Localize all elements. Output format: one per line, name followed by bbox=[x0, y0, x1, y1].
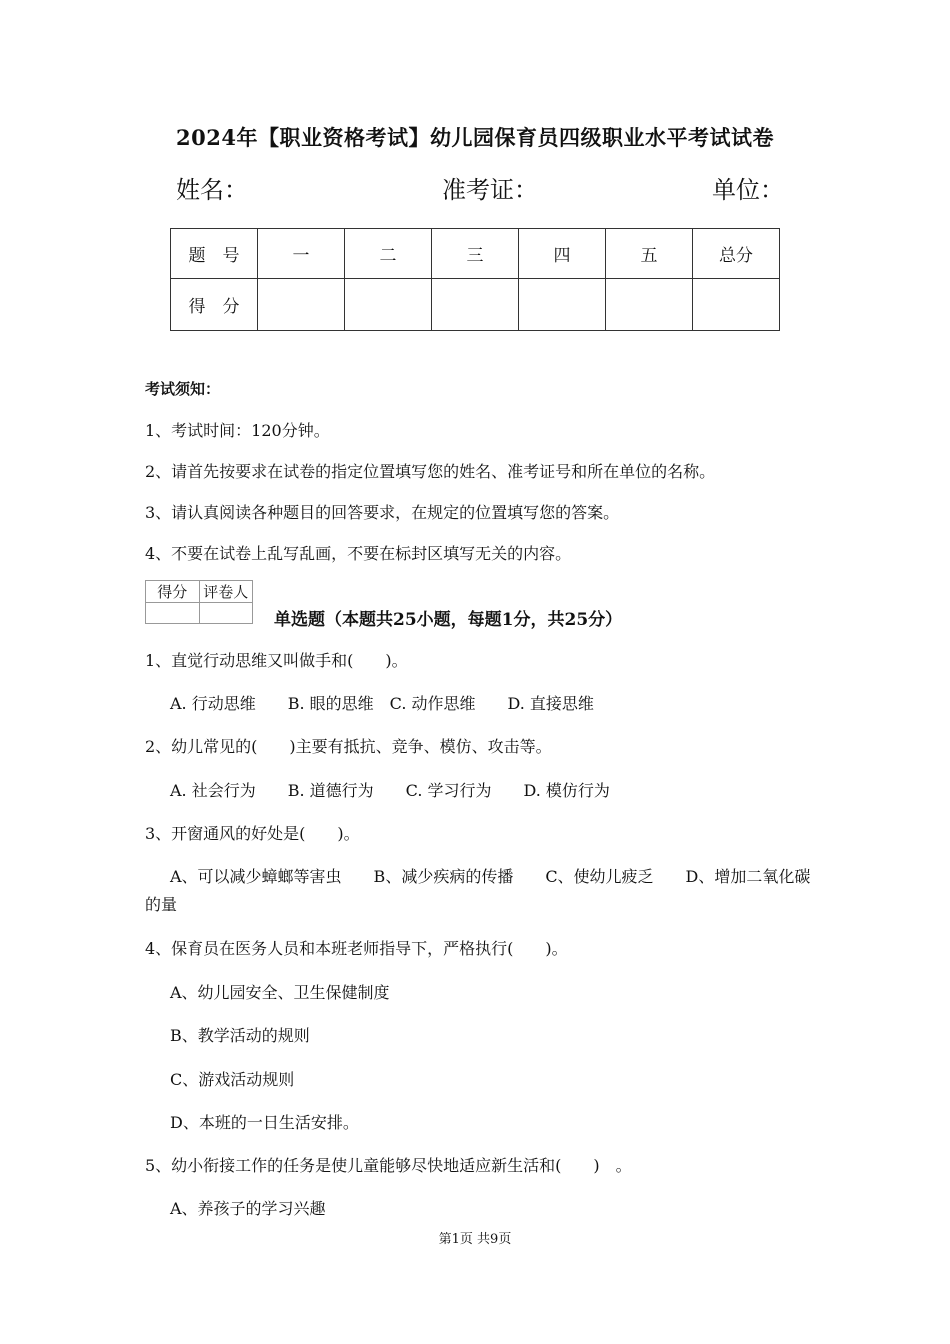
score-cell[interactable] bbox=[258, 279, 345, 331]
question-option: A、养孩子的学习兴趣 bbox=[170, 1199, 326, 1218]
notice-item: 2、请首先按要求在试卷的指定位置填写您的姓名、准考证号和所在单位的名称。 bbox=[145, 462, 716, 481]
exam-id-field-label: 准考证： bbox=[442, 176, 538, 204]
score-cell[interactable] bbox=[345, 279, 432, 331]
score-table-header-cell: 总分 bbox=[693, 229, 780, 279]
score-table-header-cell: 一 bbox=[258, 229, 345, 279]
score-table-header-cell: 三 bbox=[432, 229, 519, 279]
score-cell[interactable] bbox=[693, 279, 780, 331]
question-options: A、可以减少蟑螂等害虫 B、减少疾病的传播 C、使幼儿疲乏 D、增加二氧化碳 bbox=[170, 867, 811, 886]
score-cell[interactable] bbox=[519, 279, 606, 331]
grader-reviewer-cell[interactable] bbox=[199, 603, 253, 624]
notice-heading: 考试须知： bbox=[145, 380, 221, 398]
grader-box bbox=[145, 580, 253, 624]
score-row-label: 得 分 bbox=[171, 279, 258, 331]
page-footer: 第1页 共9页 bbox=[438, 1232, 512, 1247]
score-table-header-cell: 四 bbox=[519, 229, 606, 279]
score-table-header-cell: 二 bbox=[345, 229, 432, 279]
question-stem: 1、直觉行动思维又叫做手和( )。 bbox=[145, 651, 408, 670]
score-table-header-row bbox=[171, 229, 780, 279]
question-options: A. 社会行为 B. 道德行为 C. 学习行为 D. 模仿行为 bbox=[170, 781, 610, 800]
notice-item: 4、不要在试卷上乱写乱画，不要在标封区填写无关的内容。 bbox=[145, 544, 572, 563]
question-option: A、幼儿园安全、卫生保健制度 bbox=[170, 983, 390, 1002]
question-options-continuation: 的量 bbox=[145, 895, 178, 914]
question-option: C、游戏活动规则 bbox=[170, 1070, 295, 1089]
notice-item: 3、请认真阅读各种题目的回答要求，在规定的位置填写您的答案。 bbox=[145, 503, 620, 522]
score-table-header-cell: 题 号 bbox=[171, 229, 258, 279]
grader-score-cell[interactable] bbox=[146, 603, 200, 624]
unit-field-label: 单位： bbox=[712, 176, 784, 204]
score-table-header-cell: 五 bbox=[606, 229, 693, 279]
score-cell[interactable] bbox=[432, 279, 519, 331]
exam-title: 2024年【职业资格考试】幼儿园保育员四级职业水平考试试卷 bbox=[176, 125, 774, 150]
grader-reviewer-label: 评卷人 bbox=[199, 581, 253, 603]
question-options: A. 行动思维 B. 眼的思维 C. 动作思维 D. 直接思维 bbox=[170, 694, 594, 713]
question-option: D、本班的一日生活安排。 bbox=[170, 1113, 359, 1132]
question-stem: 5、幼小衔接工作的任务是使儿童能够尽快地适应新生活和( ) 。 bbox=[145, 1156, 632, 1175]
name-field-label: 姓名： bbox=[176, 176, 248, 204]
section-title: 单选题（本题共25小题，每题1分，共25分） bbox=[274, 610, 623, 630]
question-stem: 2、幼儿常见的( )主要有抵抗、竞争、模仿、攻击等。 bbox=[145, 737, 552, 756]
notice-item: 1、考试时间：120分钟。 bbox=[145, 421, 330, 440]
question-option: B、教学活动的规则 bbox=[170, 1026, 310, 1045]
question-stem: 3、开窗通风的好处是( )。 bbox=[145, 824, 360, 843]
score-table bbox=[170, 228, 780, 331]
question-stem: 4、保育员在医务人员和本班老师指导下，严格执行( )。 bbox=[145, 939, 568, 958]
grader-score-label: 得分 bbox=[146, 581, 200, 603]
score-table-score-row bbox=[171, 279, 780, 331]
score-cell[interactable] bbox=[606, 279, 693, 331]
